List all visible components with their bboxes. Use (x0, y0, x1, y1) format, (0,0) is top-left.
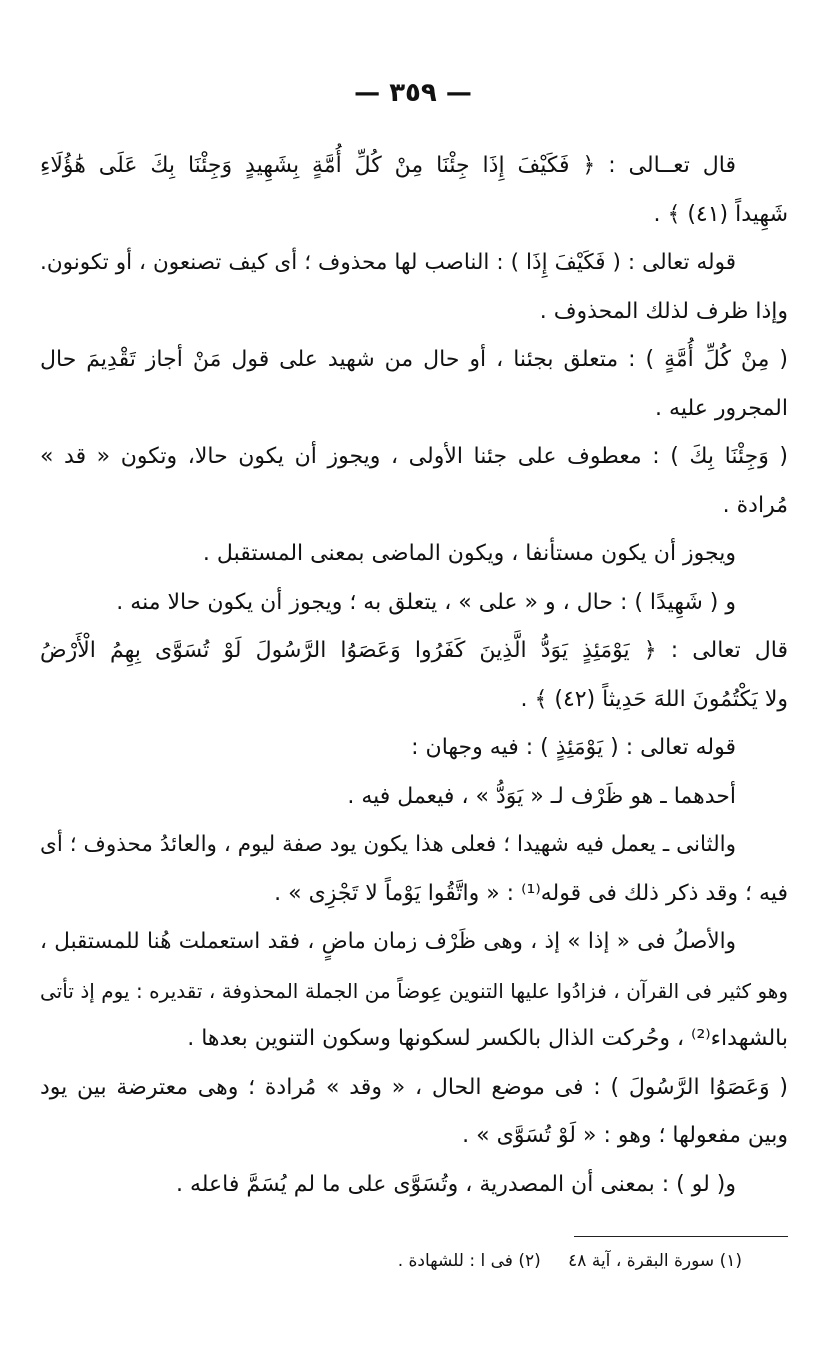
text-line: وهو كثير فى القرآن ، فزادُوا عليها التنوين عِوضاً من الجملة المحذوفة ، تقديره : يوم إذ تأتى (40, 978, 788, 1003)
text-line: المجرور عليه . (655, 395, 788, 421)
footnote-divider (574, 1236, 788, 1237)
footnotes (40, 1246, 742, 1276)
text-line: قال تعــالى : ﴿ فَكَيْفَ إِذَا جِئْنَا مِنْ كُلِّ أُمَّةٍ بِشَهِيدٍ وَجِئْنَا بِكَ عَلَى هَٰؤُلَاءِ (40, 153, 736, 178)
text-line: قوله تعالى : ( يَوْمَئِذٍ ) : فيه وجهان : (411, 735, 736, 760)
footnote-2: (٢) فى ا : للشهادة . (397, 1251, 541, 1271)
body-text (40, 142, 788, 1209)
text-line: وبين مفعولها ؛ وهو : « لَوْ تُسَوَّى » . (462, 1123, 788, 1148)
text-line: قوله تعالى : ( فَكَيْفَ إِذَا ) : الناصب لها محذوف ؛ أى كيف تصنعون ، أو تكونون. (40, 250, 736, 275)
footnote-1: (١) سورة البقرة ، آية ٤٨ (568, 1251, 742, 1271)
text-line: وإذا ظرف لذلك المحذوف . (539, 298, 788, 324)
text-line: ولا يَكْتُمُونَ اللهَ حَدِيثاً (٤٢) ﴾ . (520, 686, 788, 712)
text-line: بالشهداء⁽²⁾ ، وحُركت الذال بالكسر لسكونها وسكون التنوين بعدها . (187, 1026, 788, 1051)
text-line: و ( شَهِيدًا ) : حال ، و « على » ، يتعلق به ؛ ويجوز أن يكون حالا منه . (116, 589, 736, 615)
text-line: ويجوز أن يكون مستأنفا ، ويكون الماضى بمعنى المستقبل . (202, 541, 736, 566)
text-line: فيه ؛ وقد ذكر ذلك فى قوله⁽¹⁾ : « واتَّقُوا يَوْماً لا تَجْزِى » . (274, 880, 788, 906)
text-line: والأصلُ فى « إذا » إذ ، وهى ظَرْف زمان ماضٍ ، فقد استعملت هُنا للمستقبل ، (40, 929, 736, 954)
text-line: والثانى ـ يعمل فيه شهيدا ؛ فعلى هذا يكون يود صفة ليوم ، والعائدُ محذوف ؛ أى (40, 832, 736, 857)
text-line: مُرادة . (722, 492, 788, 518)
text-line: و( لو ) : بمعنى أن المصدرية ، وتُسَوَّى على ما لم يُسَمَّ فاعله . (175, 1171, 736, 1197)
text-line: قال تعالى : ﴿ يَوْمَئِذٍ يَوَدُّ الَّذِينَ كَفَرُوا وَعَصَوُا الرَّسُولَ لَوْ تُسَوَّى بِهِمُ الْأَرْضُ (40, 638, 788, 663)
text-line: أحدهما ـ هو ظَرْف لـ « يَوَدُّ » ، فيعمل فيه . (347, 783, 736, 809)
text-line: ( وَجِئْنَا بِكَ ) : معطوف على جئنا الأولى ، ويجوز أن يكون حالا، وتكون « قد » (40, 444, 788, 469)
text-line: ( وَعَصَوُا الرَّسُولَ ) : فى موضع الحال ، « وقد » مُرادة ؛ وهى معترضة بين يود (40, 1074, 788, 1100)
text-line: ( مِنْ كُلِّ أُمَّةٍ ) : متعلق بجئنا ، أو حال من شهيد على قول مَنْ أجاز تَقْدِيمَ حال (40, 347, 788, 372)
text-line: شَهِيداً (٤١) ﴾ . (653, 201, 788, 227)
page-number: — ٣٥٩ — (354, 78, 472, 108)
